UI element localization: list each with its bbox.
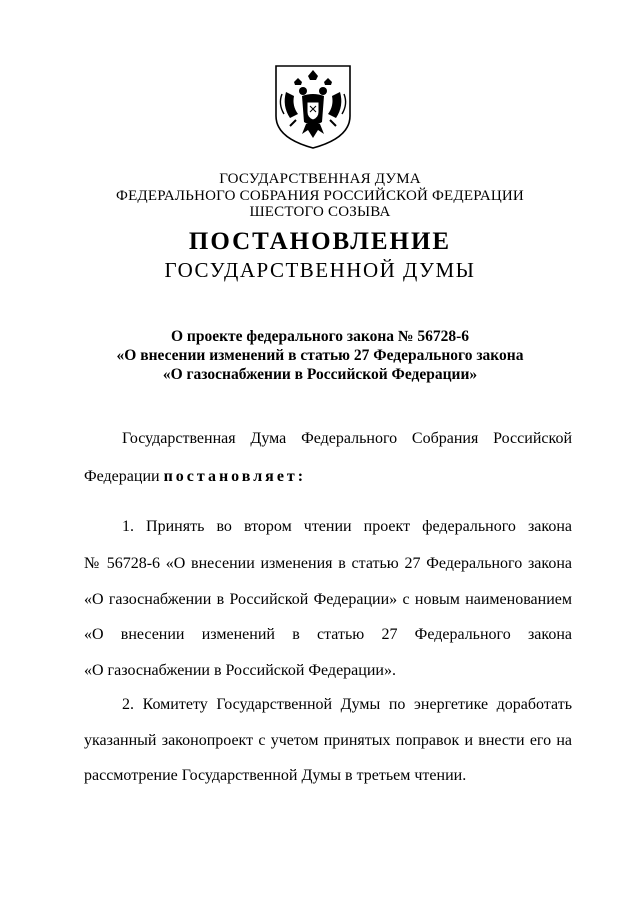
item1-line-4: «О внесении изменений в статью 27 Федерального закона — [84, 626, 572, 643]
header-line-3: ШЕСТОГО СОЗЫВА — [249, 204, 391, 220]
coat-of-arms-icon — [272, 64, 354, 150]
item2-line-3: рассмотрение Государственной Думы в третьем чтении. — [84, 767, 467, 784]
preamble-line-1: Государственная Дума Федерального Собрания Российской — [122, 430, 572, 447]
preamble-verb: постановляет: — [163, 468, 307, 485]
subject-line-2: «О внесении изменений в статью 27 Федерального закона — [116, 347, 524, 364]
preamble-line-2 — [84, 467, 572, 487]
header-line-1: ГОСУДАРСТВЕННАЯ ДУМА — [219, 171, 421, 187]
item1-line-2: № 56728-6 «О внесении изменения в статью 27 Федерального закона — [84, 555, 572, 572]
item1-line-3: «О газоснабжении в Российской Федерации» с новым наименованием — [84, 591, 572, 608]
subject-line-1: О проекте федерального закона № 56728-6 — [170, 328, 469, 345]
header-line-2: ФЕДЕРАЛЬНОГО СОБРАНИЯ РОССИЙСКОЙ ФЕДЕРАЦИИ — [116, 188, 524, 204]
preamble-prefix: Федерации — [84, 468, 160, 485]
item1-line-1: 1. Принять во втором чтении проект федерального закона — [122, 518, 572, 535]
item1-line-5: «О газоснабжении в Российской Федерации». — [84, 662, 396, 679]
subject-line-3: «О газоснабжении в Российской Федерации» — [162, 366, 478, 383]
item2-line-2: указанный законопроект с учетом принятых поправок и внести его на — [84, 732, 572, 749]
document-title: ПОСТАНОВЛЕНИЕ — [188, 228, 452, 255]
document-subtitle: ГОСУДАРСТВЕННОЙ ДУМЫ — [164, 258, 476, 282]
item2-line-1: 2. Комитету Государственной Думы по энергетике доработать — [122, 696, 572, 713]
